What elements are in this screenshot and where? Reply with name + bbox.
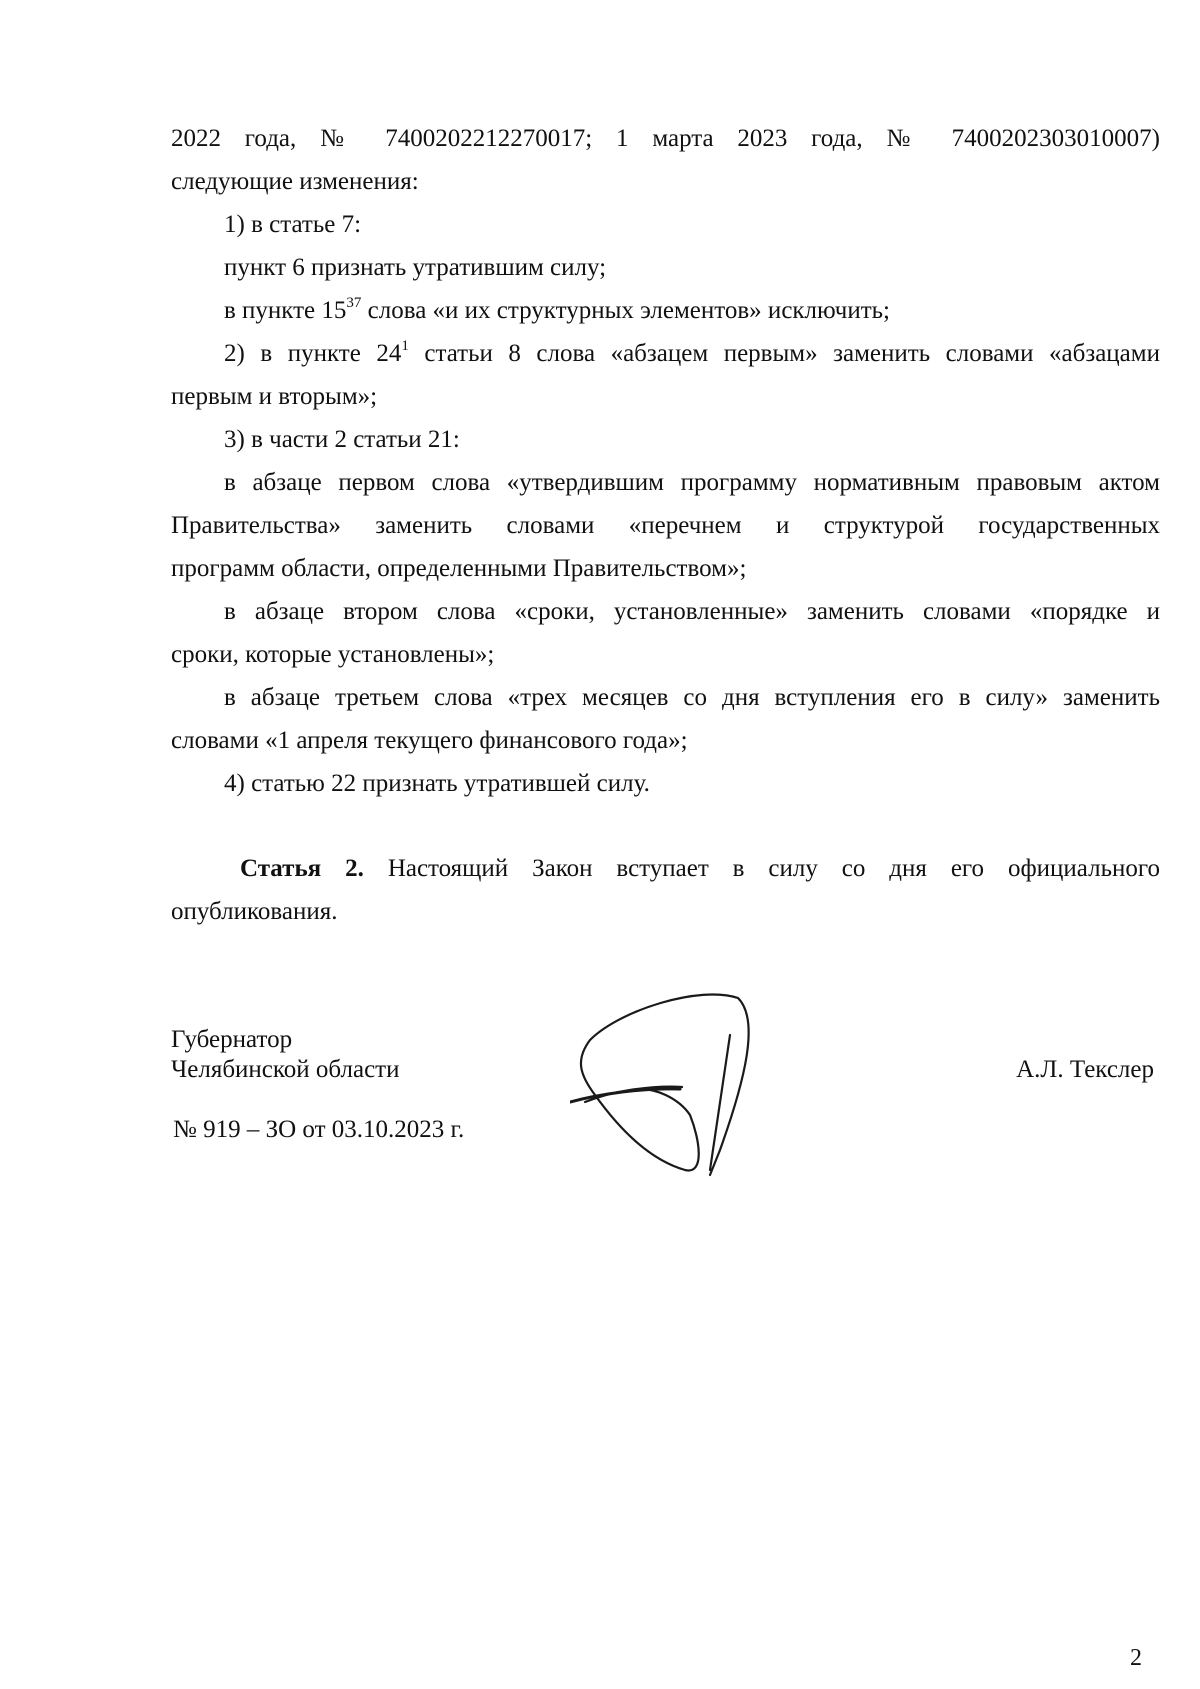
body-line-6-post: статьи 8 слова «абзацем первым» заменить словами «абзацами bbox=[408, 340, 1160, 367]
handwritten-signature bbox=[570, 990, 800, 1190]
law-number: № 919 – ЗО от 03.10.2023 г. bbox=[173, 1116, 465, 1143]
page-number: 2 bbox=[1130, 1645, 1142, 1671]
article-2-line bbox=[240, 854, 1160, 884]
superscript-1: 1 bbox=[401, 338, 409, 354]
body-line-5 bbox=[224, 296, 890, 326]
body-line-13: сроки, которые установлены»; bbox=[171, 641, 495, 668]
list-item-2 bbox=[224, 339, 1160, 369]
body-line-4: пункт 6 признать утратившим силу; bbox=[224, 254, 607, 281]
governor-title: Губернатор bbox=[171, 1026, 293, 1053]
superscript-37: 37 bbox=[346, 295, 362, 311]
body-line-6-pre: 2) в пункте 24 bbox=[224, 340, 402, 367]
list-item-3: 3) в части 2 статьи 21: bbox=[224, 426, 460, 453]
governor-name: А.Л. Текслер bbox=[1016, 1056, 1154, 1083]
body-line-1: 2022 года, № 7400202212270017; 1 марта 2023 года, № 7400202303010007) bbox=[171, 125, 1160, 152]
article-2-text-continued: опубликования. bbox=[171, 898, 338, 925]
article-2-text: Настоящий Закон вступает в силу со дня его официального bbox=[387, 855, 1161, 882]
body-line-2: следующие изменения: bbox=[171, 168, 419, 195]
body-line-15: словами «1 апреля текущего финансового года»; bbox=[171, 727, 688, 754]
body-line-12: в абзаце втором слова «сроки, установленные» заменить словами «порядке и bbox=[224, 598, 1160, 625]
body-line-10: Правительства» заменить словами «перечнем и структурой государственных bbox=[171, 512, 1160, 539]
body-line-5-pre: в пункте 15 bbox=[224, 297, 347, 324]
list-item-4: 4) статью 22 признать утратившей силу. bbox=[224, 770, 650, 797]
body-line-7: первым и вторым»; bbox=[171, 383, 378, 410]
body-line-11: программ области, определенными Правительством»; bbox=[171, 555, 747, 582]
governor-region: Челябинской области bbox=[171, 1056, 400, 1083]
body-line-5-post: слова «и их структурных элементов» исключить; bbox=[361, 297, 890, 324]
body-line-9: в абзаце первом слова «утвердившим программу нормативным правовым актом bbox=[224, 469, 1160, 496]
list-item-1: 1) в статье 7: bbox=[224, 211, 362, 238]
article-2-label: Статья 2. bbox=[240, 855, 364, 882]
body-line-14: в абзаце третьем слова «трех месяцев со дня вступления его в силу» заменить bbox=[224, 684, 1160, 711]
